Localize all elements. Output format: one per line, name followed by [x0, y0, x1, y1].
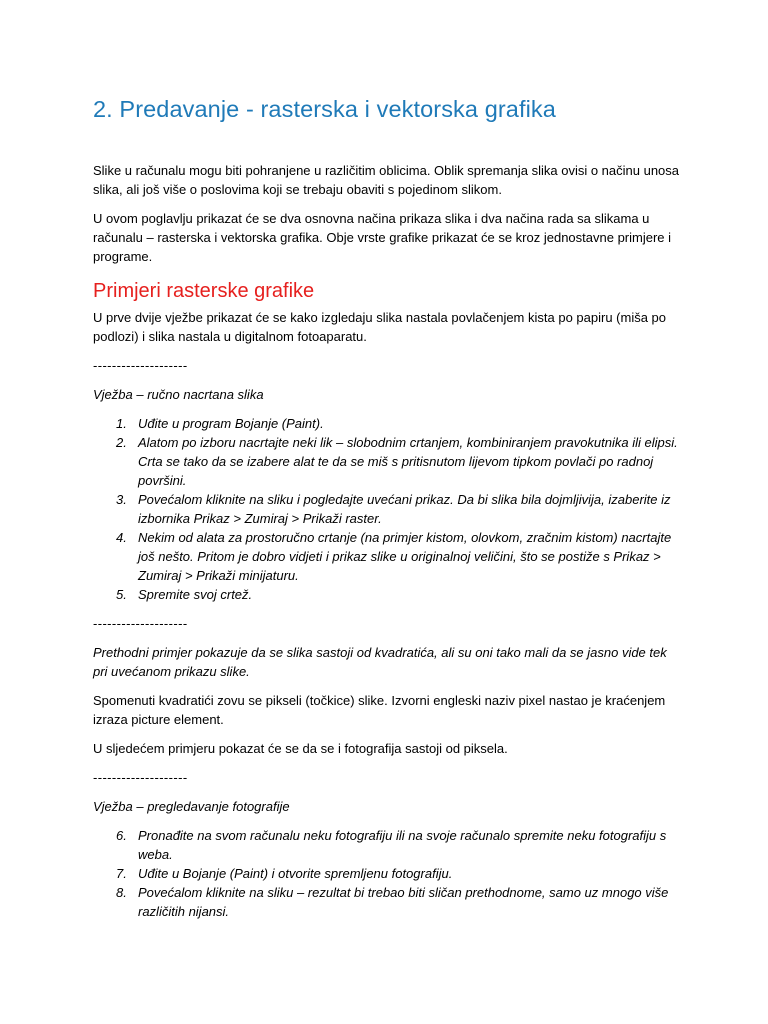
exercise-1-steps — [93, 414, 683, 604]
list-item-text: Uđite u program Bojanje (Paint). — [138, 416, 324, 431]
list-item — [93, 585, 683, 604]
separator-line: -------------------- — [93, 616, 188, 631]
list-item-number: 5. — [116, 587, 127, 602]
section-intro-paragraph: U prve dvije vježbe prikazat će se kako izgledaju slika nastala povlačenjem kista po papiru (miša po podlozi) i slika nastala u digitalnom fotoaparatu. — [93, 310, 667, 344]
list-item-text: Nekim od alata za prostoručno crtanje (na primjer kistom, olovkom, zračnim kistom) nacrtajte još nešto. Pritom je dobro vidjeti i prikaz slike u originalnoj veličini, što se postiže s Prikaz > Zumiraj > Prikaži minijaturu. — [138, 530, 672, 583]
list-item-number: 6. — [116, 828, 127, 843]
pixels-paragraph: Spomenuti kvadratići zovu se pikseli (točkice) slike. Izvorni engleski naziv pixel nastao je kraćenjem izraza picture element. — [93, 693, 666, 727]
list-item-number: 3. — [116, 492, 127, 507]
list-item-number: 2. — [116, 435, 127, 450]
list-item — [93, 883, 683, 921]
list-item — [93, 414, 683, 433]
intro-paragraph-2: U ovom poglavlju prikazat će se dva osnovna načina prikaza slika i dva načina rada sa slikama u računalu – rasterska i vektorska grafika. Obje vrste grafike prikazat će se kroz jednostavne primjere i programe. — [93, 211, 672, 264]
list-item-text: Alatom po izboru nacrtajte neki lik – slobodnim crtanjem, kombiniranjem pravokutnika ili elipsi. Crta se tako da se izabere alat te da se miš s pritisnutom lijevom tipkom povlači po radnoj površini. — [138, 435, 678, 488]
list-item-number: 7. — [116, 866, 127, 881]
intro-paragraph-1: Slike u računalu mogu biti pohranjene u različitim oblicima. Oblik spremanja slika ovisi o načinu unosa slika, ali još više o poslovima koji se trebaju obaviti s pojedinom slikom. — [93, 163, 680, 197]
next-example-paragraph: U sljedećem primjeru pokazat će se da se i fotografija sastoji od piksela. — [93, 741, 508, 756]
exercise-2-title: Vježba – pregledavanje fotografije — [93, 799, 290, 814]
list-item — [93, 528, 683, 585]
list-item — [93, 864, 683, 883]
separator-line: -------------------- — [93, 358, 188, 373]
list-item — [93, 433, 683, 490]
list-item-number: 8. — [116, 885, 127, 900]
list-item-text: Spremite svoj crtež. — [138, 587, 253, 602]
separator-line: -------------------- — [93, 770, 188, 785]
list-item-text: Povećalom kliknite na sliku – rezultat bi trebao biti sličan prethodnome, samo uz mnogo više različitih nijansi. — [138, 885, 669, 919]
chapter-title: 2. Predavanje - rasterska i vektorska grafika — [93, 96, 556, 122]
list-item-number: 4. — [116, 530, 127, 545]
list-item-number: 1. — [116, 416, 127, 431]
exercise-2-steps — [93, 826, 683, 921]
observation-paragraph: Prethodni primjer pokazuje da se slika sastoji od kvadratića, ali su oni tako mali da se jasno vide tek pri uvećanom prikazu slike. — [93, 645, 667, 679]
list-item — [93, 826, 683, 864]
list-item-text: Povećalom kliknite na sliku i pogledajte uvećani prikaz. Da bi slika bila dojmljivija, izaberite iz izbornika Prikaz > Zumiraj > Prikaži raster. — [138, 492, 671, 526]
list-item-text: Uđite u Bojanje (Paint) i otvorite spremljenu fotografiju. — [138, 866, 453, 881]
section-title: Primjeri rasterske grafike — [93, 280, 315, 302]
exercise-1-title: Vježba – ručno nacrtana slika — [93, 387, 264, 402]
list-item — [93, 490, 683, 528]
list-item-text: Pronađite na svom računalu neku fotografiju ili na svoje računalo spremite neku fotografiju s weba. — [138, 828, 667, 862]
document-page — [93, 92, 683, 931]
